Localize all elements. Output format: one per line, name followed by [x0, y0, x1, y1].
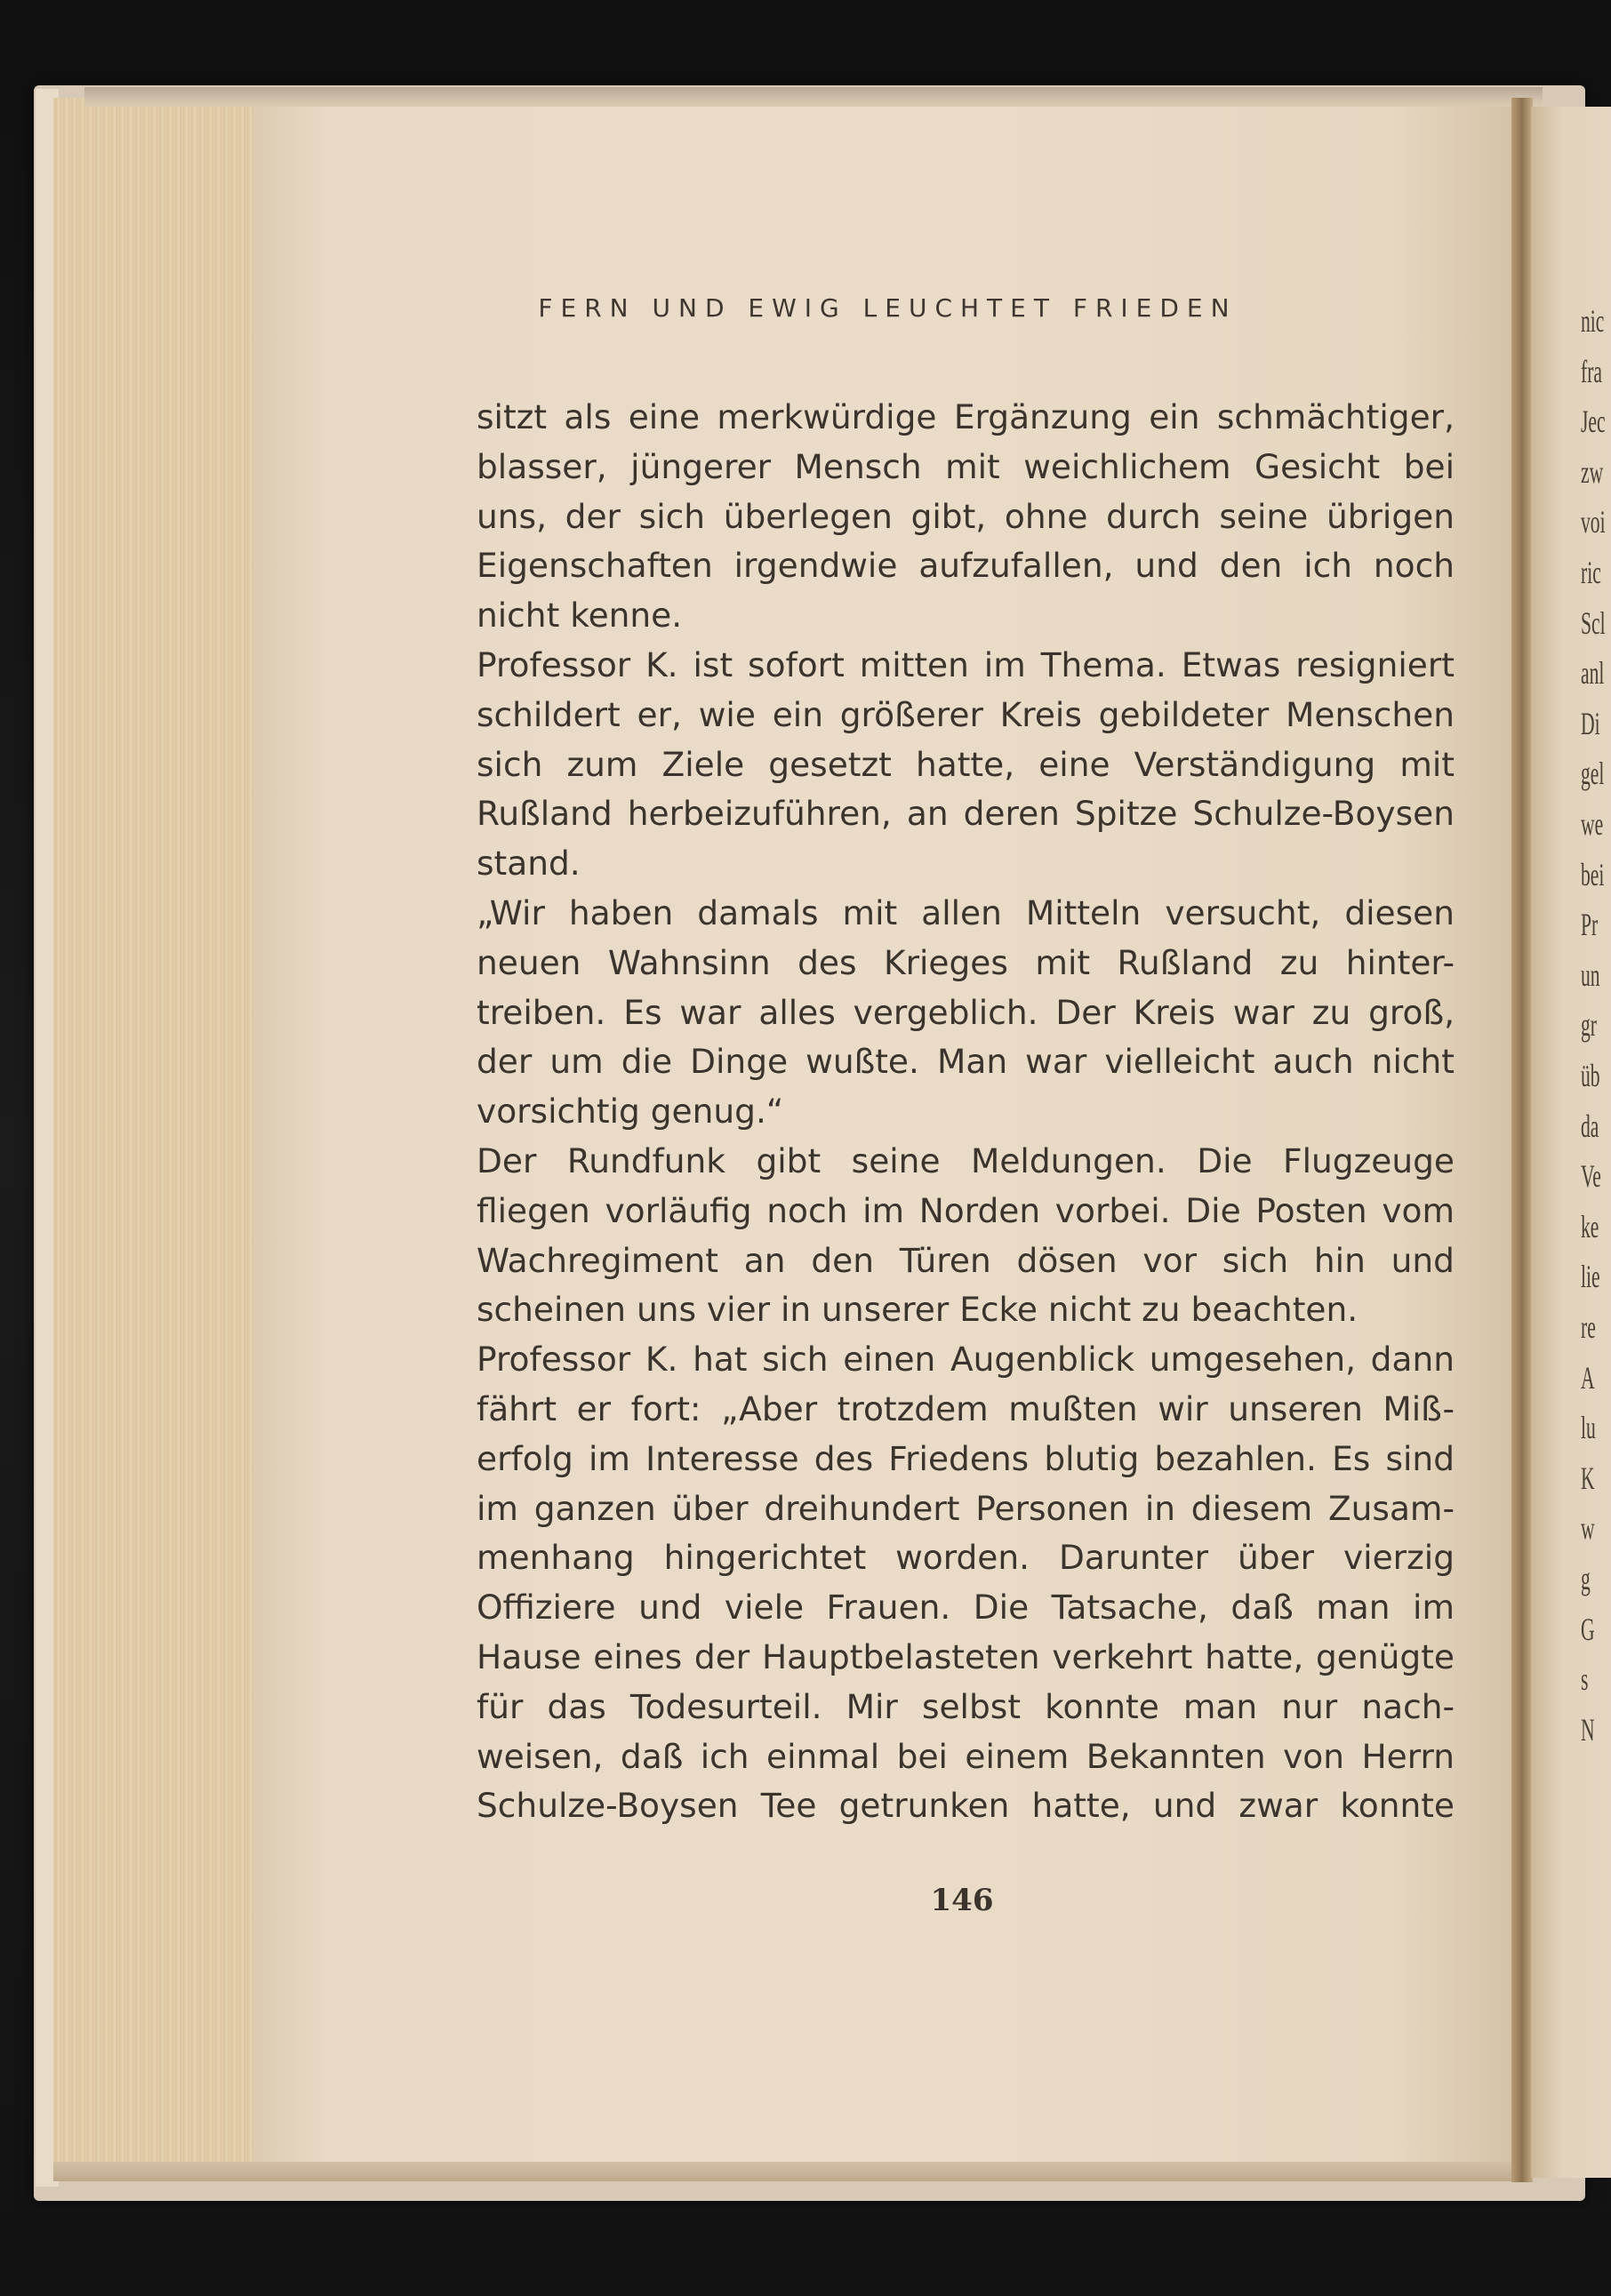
- facing-page-fragment: gel: [1581, 756, 1605, 792]
- facing-page-fragment: voi: [1581, 504, 1606, 540]
- facing-page-fragment: Jec: [1581, 404, 1606, 440]
- text-line: fährt er fort: „Aber trotzdem mußten wir unseren Miß-: [477, 1388, 1455, 1428]
- text-line: stand.: [477, 844, 581, 884]
- text-line: weisen, daß ich einmal bei einem Bekannten von Herrn: [477, 1736, 1455, 1776]
- text-line: sich zum Ziele gesetzt hatte, eine Verständigung mit: [477, 744, 1455, 784]
- text-line: für das Todesurteil. Mir selbst konnte man nur nach-: [477, 1686, 1455, 1726]
- facing-page-fragment: anl: [1581, 655, 1605, 692]
- page-number: 146: [930, 1883, 994, 1918]
- facing-page-fragment: bei: [1581, 856, 1605, 892]
- facing-page-fragment: fra: [1581, 353, 1602, 389]
- text-line: Eigenschaften irgendwie aufzufallen, und den ich noch: [477, 546, 1455, 586]
- text-line: nicht kenne.: [477, 596, 683, 636]
- text-line: vorsichtig genug.“: [477, 1092, 784, 1132]
- text-line: blasser, jüngerer Mensch mit weichlichem Gesicht bei: [477, 446, 1455, 486]
- facing-page-fragment: zw: [1581, 453, 1604, 490]
- text-line: Rußland herbeizuführen, an deren Spitze Schulze-Boysen: [477, 794, 1455, 834]
- facing-page: [1531, 107, 1611, 2178]
- text-line: erfolg im Interesse des Friedens blutig bezahlen. Es sind: [477, 1438, 1455, 1478]
- facing-page-fragment: Pr: [1581, 907, 1599, 943]
- running-head: FERN UND EWIG LEUCHTET FRIEDEN: [538, 293, 1238, 323]
- facing-page-fragment: G: [1581, 1611, 1595, 1647]
- text-line: neuen Wahnsinn des Krieges mit Rußland zu hinter-: [477, 942, 1455, 982]
- page-bottom-edge: [53, 2162, 1520, 2181]
- facing-page-fragment: üb: [1581, 1058, 1600, 1093]
- text-line: „Wir haben damals mit allen Mitteln versucht, diesen: [477, 892, 1455, 932]
- facing-page-fragment: w: [1581, 1510, 1595, 1547]
- text-line: schildert er, wie ein größerer Kreis gebildeter Menschen: [477, 694, 1455, 734]
- text-line: Professor K. hat sich einen Augenblick umgesehen, dann: [477, 1340, 1455, 1380]
- text-line: fliegen vorläufig noch im Norden vorbei. Die Posten vom: [477, 1190, 1455, 1230]
- facing-page-fragment: re: [1581, 1309, 1596, 1345]
- facing-page-fragment: s: [1581, 1661, 1589, 1698]
- facing-page-fragment: N: [1581, 1711, 1595, 1748]
- text-line: uns, der sich überlegen gibt, ohne durch seine übrigen: [477, 496, 1455, 536]
- facing-page-fragment: da: [1581, 1108, 1599, 1144]
- facing-page-fragment: we: [1581, 806, 1604, 842]
- page-stack: [53, 98, 258, 2178]
- page-top-edge: [84, 87, 1543, 107]
- text-line: scheinen uns vier in unserer Ecke nicht zu beachten.: [477, 1290, 1359, 1330]
- body-text: [477, 393, 1455, 1831]
- text-line: Offiziere und viele Frauen. Die Tatsache, daß man im: [477, 1588, 1455, 1628]
- text-line: Hause eines der Hauptbelasteten verkehrt hatte, genügte: [477, 1636, 1455, 1676]
- facing-page-fragment: ric: [1581, 555, 1601, 590]
- facing-page-fragment: Di: [1581, 705, 1600, 741]
- text-line: sitzt als eine merkwürdige Ergänzung ein schmächtiger,: [477, 397, 1455, 436]
- facing-page-fragment: ke: [1581, 1208, 1599, 1244]
- text-line: Schulze-Boysen Tee getrunken hatte, und zwar konnte: [477, 1786, 1455, 1826]
- facing-page-fragment: lie: [1581, 1259, 1600, 1295]
- facing-page-fragment: nic: [1581, 303, 1605, 339]
- text-line: der um die Dinge wußte. Man war vielleicht auch nicht: [477, 1042, 1455, 1082]
- text-line: treiben. Es war alles vergeblich. Der Kreis war zu groß,: [477, 992, 1455, 1032]
- facing-page-fragment: un: [1581, 956, 1600, 993]
- facing-page-fragment: Ve: [1581, 1158, 1601, 1195]
- facing-page-fragment: gr: [1581, 1007, 1597, 1044]
- text-line: Der Rundfunk gibt seine Meldungen. Die Flugzeuge: [477, 1140, 1455, 1180]
- facing-page-fragment: K: [1581, 1460, 1595, 1496]
- text-line: menhang hingerichtet worden. Darunter über vierzig: [477, 1538, 1455, 1578]
- text-line: im ganzen über dreihundert Personen in diesem Zusam-: [477, 1488, 1455, 1528]
- facing-page-fragment: A: [1581, 1359, 1595, 1396]
- book-gutter: [1511, 98, 1533, 2182]
- text-line: Professor K. ist sofort mitten im Thema. Etwas resigniert: [477, 644, 1455, 684]
- text-line: Wachregiment an den Türen dösen vor sich hin und: [477, 1240, 1455, 1280]
- facing-page-fragment: g: [1581, 1561, 1591, 1596]
- facing-page-fragment: lu: [1581, 1410, 1596, 1446]
- facing-page-fragment: Scl: [1581, 604, 1606, 641]
